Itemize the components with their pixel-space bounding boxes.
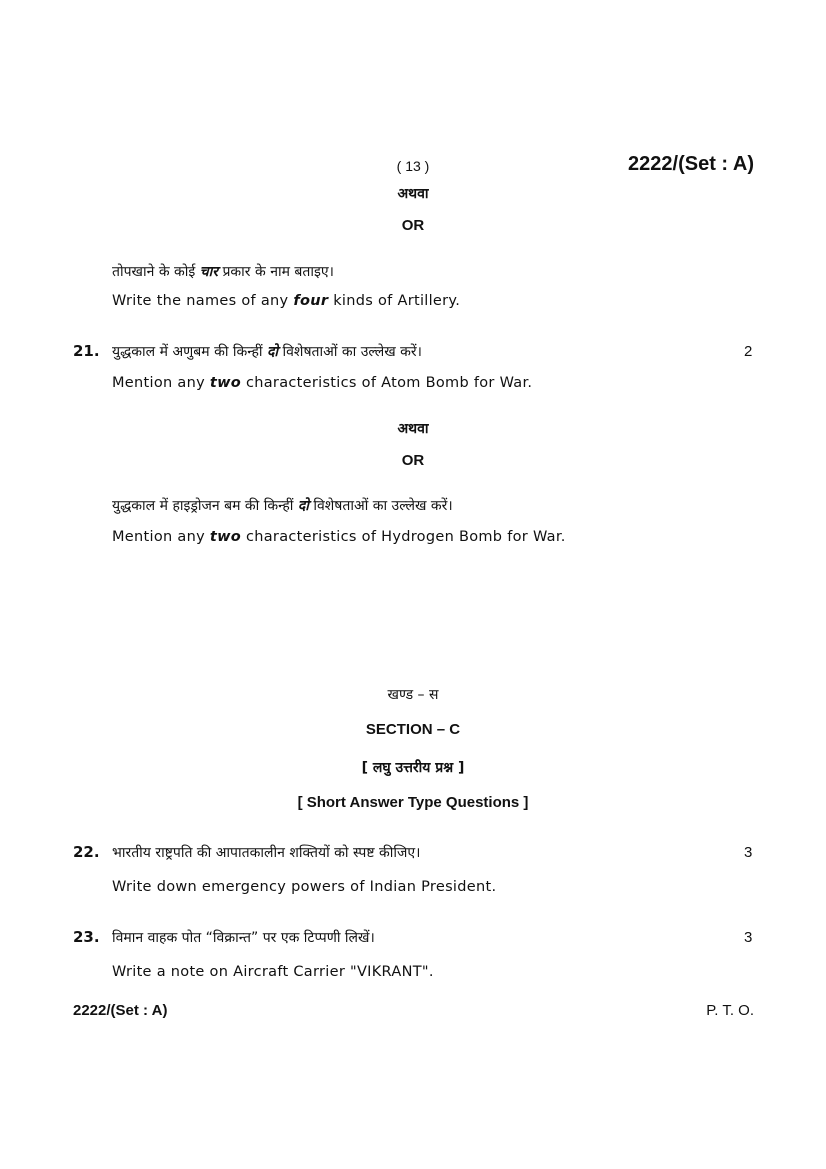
q21-or-hindi-label: अथवा	[397, 421, 429, 437]
q21-or-hindi: युद्धकाल में हाइड्रोजन बम की किन्हीं दो विशेषताओं का उल्लेख करें।	[112, 498, 453, 514]
section-subtitle-english: [ Short Answer Type Questions ]	[297, 794, 529, 811]
page-number: ( 13 )	[396, 158, 430, 174]
paper-code-header: 2222/(Set : A)	[628, 153, 754, 175]
footer-paper-code: 2222/(Set : A)	[73, 1002, 168, 1019]
q21-marks: 2	[744, 343, 753, 360]
q20-or-hindi: तोपखाने के कोई चार प्रकार के नाम बताइए।	[112, 264, 334, 280]
q21-or-english: Mention any two characteristics of Hydrogen Bomb for War.	[112, 529, 566, 545]
q20-or-english: Write the names of any four kinds of Artillery.	[112, 293, 461, 309]
q22-english: Write down emergency powers of Indian President.	[112, 879, 497, 895]
q21-english: Mention any two characteristics of Atom Bomb for War.	[112, 375, 533, 391]
q21-or-english-label: OR	[401, 452, 425, 469]
q22-marks: 3	[744, 844, 753, 861]
q23-marks: 3	[744, 929, 753, 946]
q23-number: 23.	[73, 928, 100, 946]
q22-hindi: भारतीय राष्ट्रपति की आपातकालीन शक्तियों को स्पष्ट कीजिए।	[112, 845, 421, 861]
q23-english: Write a note on Aircraft Carrier "VIKRANT".	[112, 964, 434, 980]
q23-hindi: विमान वाहक पोत “विक्रान्त” पर एक टिप्पणी लिखें।	[112, 930, 375, 946]
or-english: OR	[401, 217, 425, 234]
q22-number: 22.	[73, 843, 100, 861]
q21-number: 21.	[73, 342, 100, 360]
footer-pto: P. T. O.	[706, 1002, 754, 1019]
q21-hindi: युद्धकाल में अणुबम की किन्हीं दो विशेषताओं का उल्लेख करें।	[112, 344, 422, 360]
or-hindi: अथवा	[397, 186, 429, 202]
section-hindi: खण्ड – स	[387, 687, 439, 703]
section-subtitle-hindi: [ लघु उत्तरीय प्रश्न ]	[361, 760, 465, 776]
section-title: SECTION – C	[365, 721, 461, 738]
